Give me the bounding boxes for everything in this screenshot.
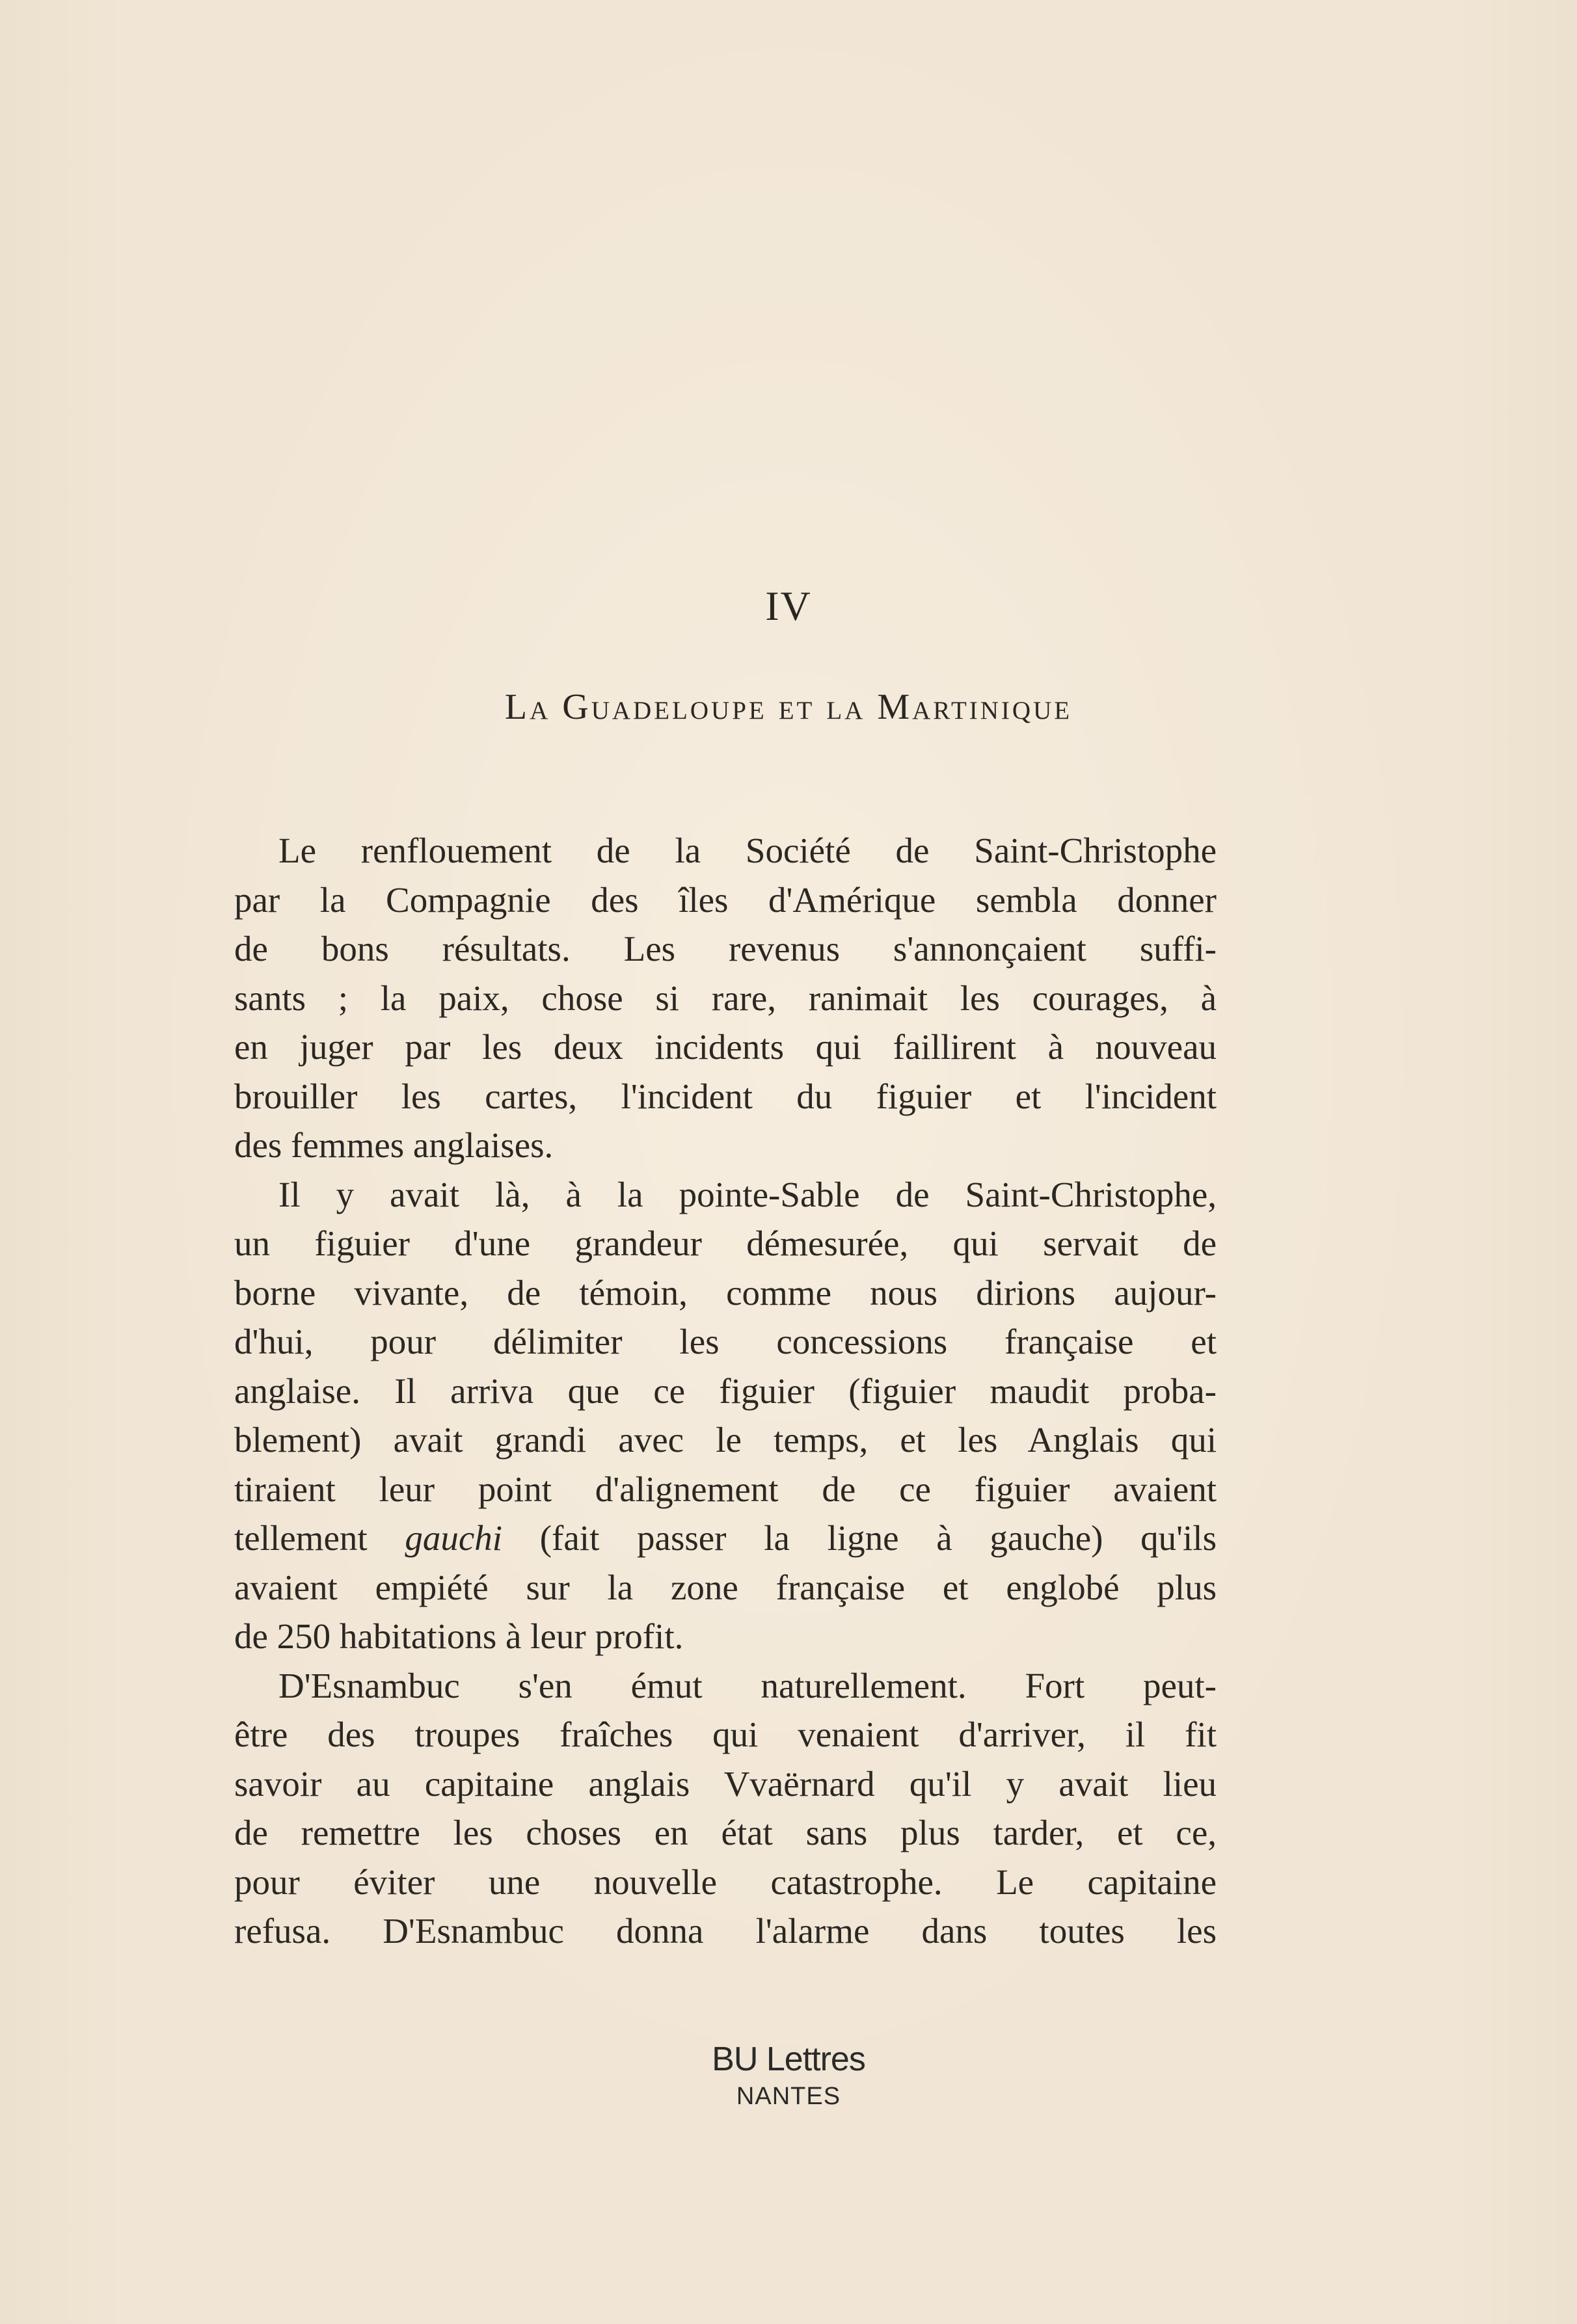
text-line: de bons résultats. Les revenus s'annonçaient suffi- <box>234 929 1217 968</box>
text-segment: tellement <box>234 1518 405 1558</box>
text-line: Il y avait là, à la pointe-Sable de Saint-Christophe, <box>278 1174 1217 1214</box>
paragraph-1 <box>234 826 1217 1170</box>
text-line: avaient empiété sur la zone française et englobé plus <box>234 1567 1217 1607</box>
paragraph-3 <box>234 1661 1217 1956</box>
text-line: savoir au capitaine anglais Vvaërnard qu'il y avait lieu <box>234 1763 1217 1804</box>
text-line: sants ; la paix, chose si rare, ranimait les courages, à <box>234 978 1217 1018</box>
text-line: D'Esnambuc s'en émut naturellement. Fort peut- <box>278 1665 1217 1705</box>
text-line: en juger par les deux incidents qui faillirent à nouveau <box>234 1027 1217 1067</box>
text-line: pour éviter une nouvelle catastrophe. Le capitaine <box>234 1862 1217 1902</box>
stamp-line-2: NANTES <box>736 2083 841 2110</box>
stamp-line-1: BU Lettres <box>712 2040 865 2078</box>
text-line: brouiller les cartes, l'incident du figuier et l'incident <box>234 1076 1217 1116</box>
library-stamp <box>0 2039 1577 2113</box>
text-line: refusa. D'Esnambuc donna l'alarme dans toutes les <box>234 1911 1217 1951</box>
text-line: d'hui, pour délimiter les concessions française et <box>234 1322 1217 1361</box>
text-line: Le renflouement de la Société de Saint-Christophe <box>278 831 1217 870</box>
text-line: de 250 habitations à leur profit. <box>234 1616 684 1656</box>
text-line: être des troupes fraîches qui venaient d'arriver, il fit <box>234 1715 1217 1754</box>
italic-word: gauchi <box>405 1518 503 1558</box>
text-line-with-italic <box>234 1514 1217 1563</box>
chapter-number: IV <box>765 583 812 629</box>
text-line: par la Compagnie des îles d'Amérique sembla donner <box>234 879 1217 920</box>
text-line: un figuier d'une grandeur démesurée, qui servait de <box>234 1223 1217 1263</box>
text-segment: (fait passer la ligne à gauche) qu'ils <box>502 1518 1217 1558</box>
text-line: tiraient leur point d'alignement de ce figuier avaient <box>234 1469 1217 1509</box>
text-line: de remettre les choses en état sans plus tarder, et ce, <box>234 1813 1217 1852</box>
text-line: blement) avait grandi avec le temps, et les Anglais qui <box>234 1420 1217 1460</box>
text-line: anglaise. Il arriva que ce figuier (figuier maudit proba- <box>234 1370 1217 1411</box>
chapter-title: La Guadeloupe et la Martinique <box>504 687 1073 727</box>
text-line: borne vivante, de témoin, comme nous dirions aujour- <box>234 1272 1217 1313</box>
text-line: des femmes anglaises. <box>234 1125 554 1165</box>
paragraph-2 <box>234 1170 1217 1661</box>
body-text <box>234 826 1217 1956</box>
